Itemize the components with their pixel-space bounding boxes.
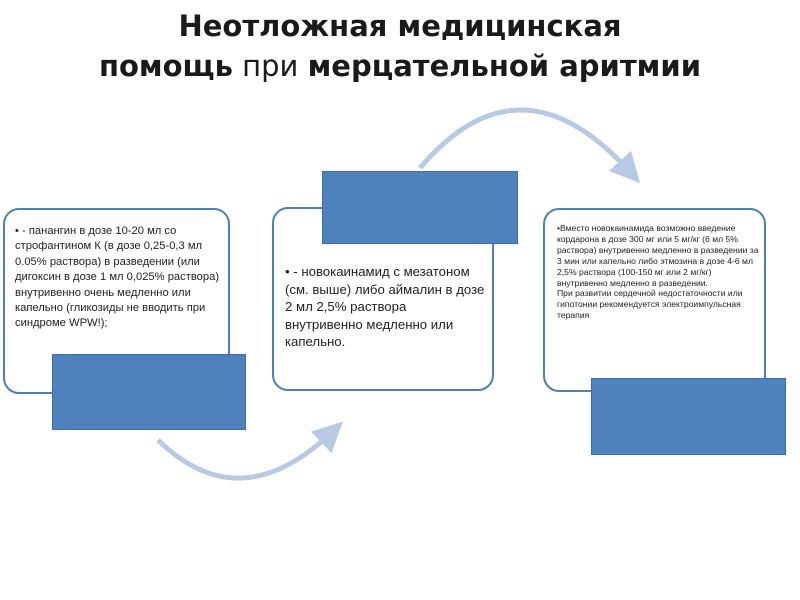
step-2-label-box bbox=[322, 171, 518, 244]
step-card-3 bbox=[543, 208, 766, 392]
step-1-label-box bbox=[52, 354, 246, 430]
title-line-1: Неотложная медицинская bbox=[178, 9, 622, 43]
step-3-text: •Вместо новокаинамида возможно введение кордарона в дозе 300 мг или 5 мг/кг (6 мл 5% раствора) внутривенно медленно в разведении за 3 мин или капельно либо этмозина в дозе 4-6 мл 2,5% раствора (100-150 мг или 2 мг/кг) внутривенно медленно в разведении. При развитии сердечной недостаточности или гипотонии рекомендуется электроимпульсная терапия bbox=[557, 223, 759, 321]
arrow-step1-to-step2 bbox=[158, 432, 332, 478]
step-1-text: • - панангин в дозе 10-20 мл со строфантином К (в дозе 0,25-0,3 мл 0.05% раствора) в разведении (или дигоксин в дозе 1 мл 0,025% раствора) внутривенно очень медленно или капельно (гликозиды не вводить при синдроме WPW!); bbox=[15, 225, 220, 330]
title-word-2: при bbox=[232, 49, 308, 83]
title-word-3: мерцательной аритмии bbox=[307, 49, 702, 83]
step-3-label-box bbox=[591, 378, 786, 455]
arrow-step2-to-step3 bbox=[420, 110, 630, 172]
title-word-1: помощь bbox=[98, 49, 233, 83]
step-2-text: • - новокаинамид с мезатоном (см. выше) либо аймалин в дозе 2 мл 2,5% раствора внутривенно медленно или капельно. bbox=[285, 264, 485, 350]
